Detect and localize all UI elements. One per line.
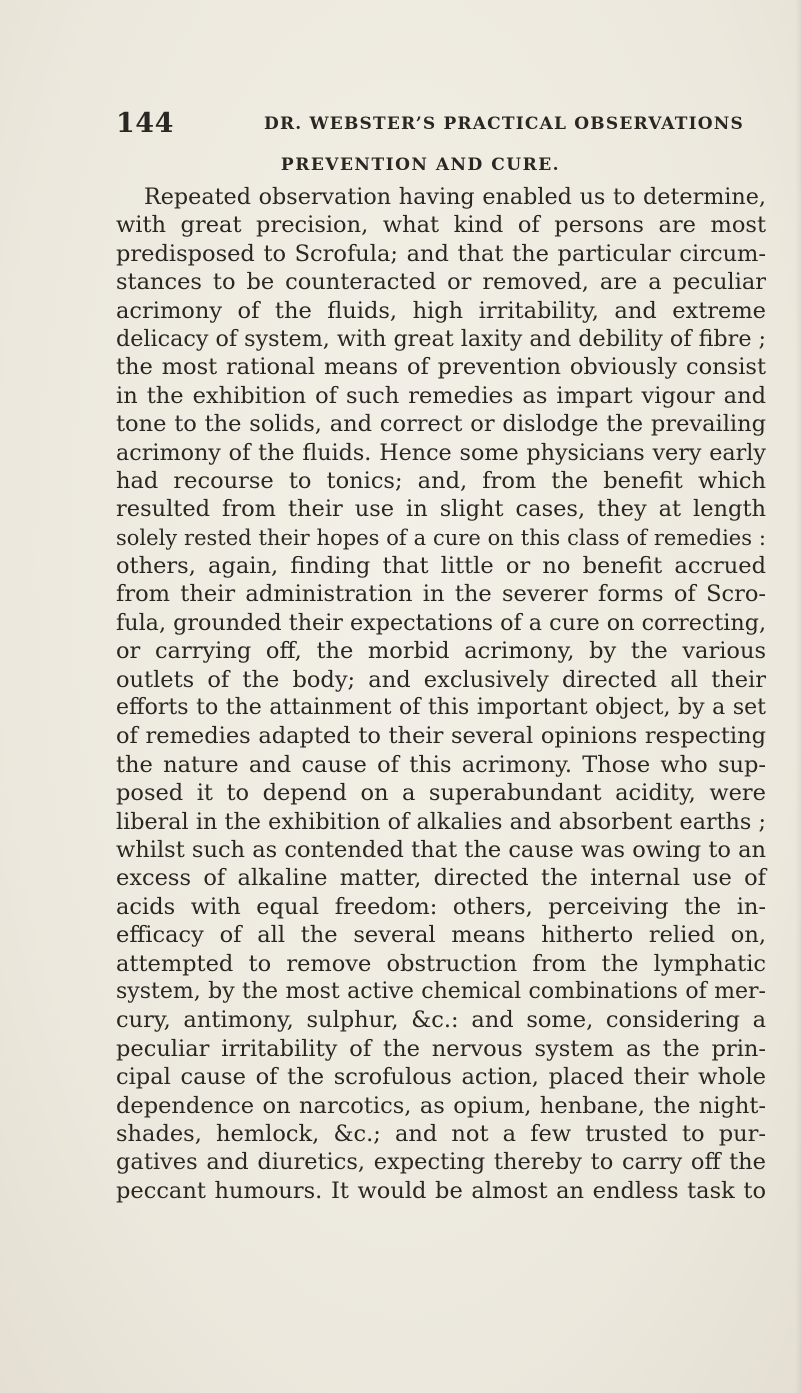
text-line: or carrying off, the morbid acrimony, by the various (116, 638, 766, 665)
running-head: DR. WEBSTER’S PRACTICAL OBSERVATIONS (264, 114, 744, 134)
text-line: shades, hemlock, &c.; and not a few trusted to pur- (116, 1120, 766, 1147)
text-line: fula, grounded their expectations of a cure on correcting, (116, 609, 767, 636)
text-line: acids with equal freedom: others, perceiving the in- (116, 893, 766, 920)
text-line: acrimony of the fluids. Hence some physicians very early (116, 439, 766, 466)
text-line: Repeated observation having enabled us to determine, (144, 184, 766, 210)
text-line: excess of alkaline matter, directed the internal use of (116, 865, 766, 892)
page-edge-shadow (795, 0, 801, 1393)
text-line: acrimony of the fluids, high irritability, and extreme (116, 297, 766, 324)
text-line: peccant humours. It would be almost an endless task to (116, 1177, 766, 1204)
text-line: of remedies adapted to their several opinions respecting (116, 723, 766, 750)
text-line: had recourse to tonics; and, from the benefit which (116, 467, 766, 494)
text-line: outlets of the body; and exclusively directed all their (116, 666, 766, 693)
text-line: gatives and diuretics, expecting thereby to carry off the (116, 1149, 766, 1176)
text-line: tone to the solids, and correct or dislodge the prevailing (116, 411, 766, 438)
text-line: with great precision, what kind of persons are most (116, 212, 766, 239)
text-line: attempted to remove obstruction from the lymphatic (116, 950, 766, 977)
page-header (116, 108, 756, 148)
text-line: others, again, finding that little or no benefit accrued (116, 553, 766, 580)
text-line: cury, antimony, sulphur, &c.: and some, considering a (116, 1007, 766, 1034)
text-line: in the exhibition of such remedies as impart vigour and (116, 382, 766, 409)
section-title: PREVENTION AND CURE. (280, 155, 561, 175)
text-line: the most rational means of prevention obviously consist (116, 354, 766, 381)
text-line: peculiar irritability of the nervous system as the prin- (116, 1035, 766, 1062)
text-line: system, by the most active chemical combinations of mer- (116, 978, 766, 1004)
text-line: solely rested their hopes of a cure on this class of remedies : (116, 525, 766, 550)
text-line: liberal in the exhibition of alkalies and absorbent earths ; (116, 808, 766, 835)
text-line: from their administration in the severer forms of Scro- (116, 581, 766, 608)
text-line: whilst such as contended that the cause was owing to an (116, 836, 766, 863)
text-line: dependence on narcotics, as opium, henbane, the night- (116, 1092, 766, 1119)
text-line: resulted from their use in slight cases, they at length (116, 496, 766, 523)
text-line: predisposed to Scrofula; and that the particular circum- (116, 240, 766, 267)
page-number: 144 (116, 108, 174, 139)
text-line: stances to be counteracted or removed, are a peculiar (116, 269, 766, 296)
text-line: delicacy of system, with great laxity and debility of fibre ; (116, 325, 767, 352)
text-line: cipal cause of the scrofulous action, placed their whole (116, 1064, 766, 1091)
text-line: efficacy of all the several means hitherto relied on, (116, 922, 766, 949)
text-line: posed it to depend on a superabundant acidity, were (116, 780, 766, 807)
text-line: efforts to the attainment of this important object, by a set (116, 695, 766, 721)
body-paragraph (116, 183, 766, 1205)
text-line: the nature and cause of this acrimony. Those who sup- (116, 751, 766, 778)
